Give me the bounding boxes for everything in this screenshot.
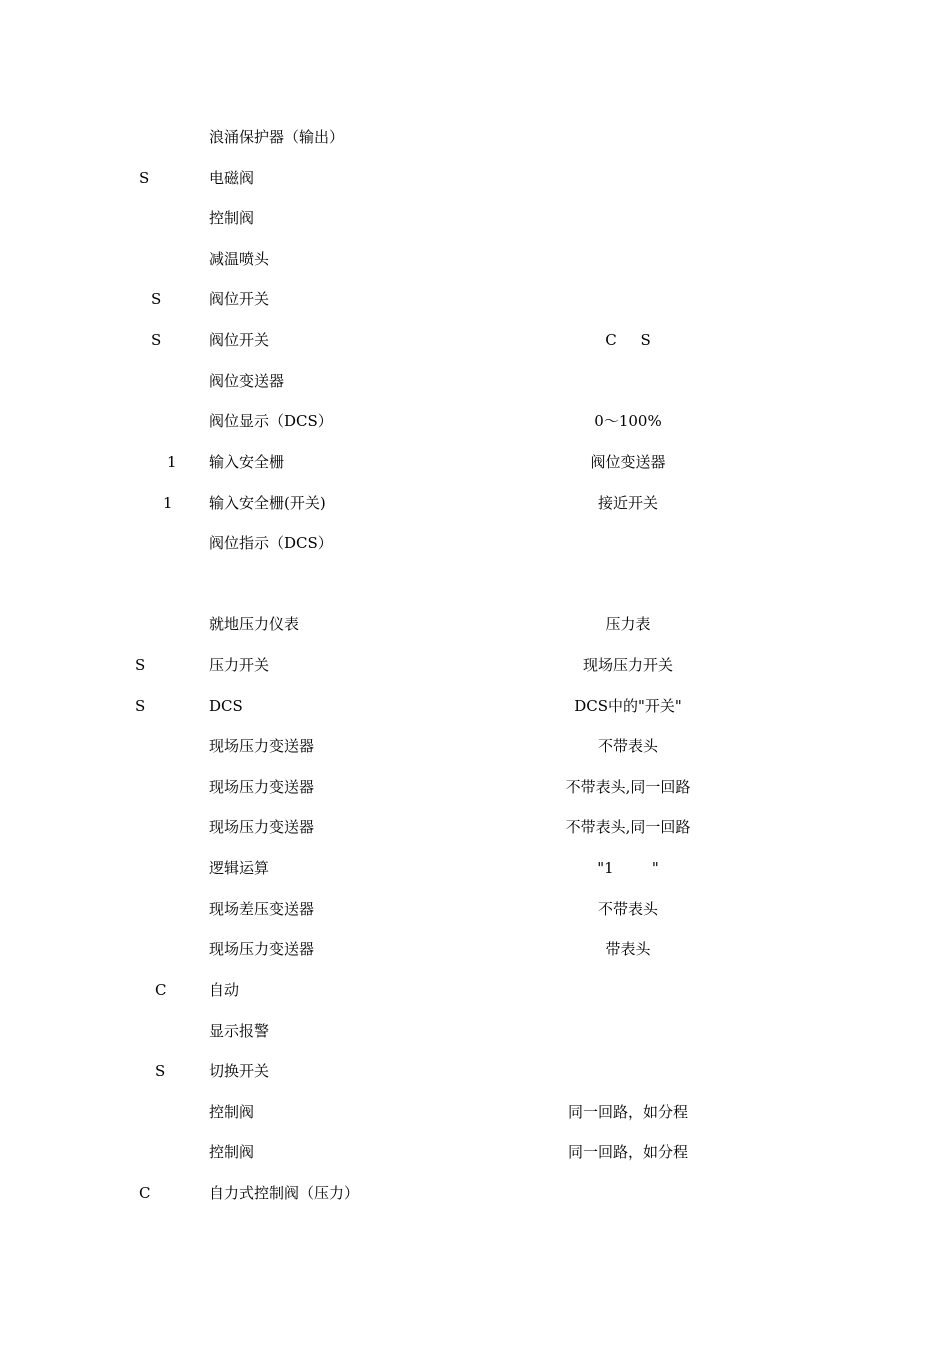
- list-item: [0, 167, 950, 189]
- item-name: 阀位变送器: [209, 372, 285, 390]
- item-name: 控制阀: [209, 1103, 255, 1121]
- item-name: 压力开关: [209, 656, 270, 674]
- item-name: 现场压力变送器: [209, 818, 315, 836]
- item-name: 自力式控制阀（压力）: [209, 1184, 360, 1202]
- item-note: 带表头: [605, 940, 651, 958]
- list-item: [0, 492, 950, 514]
- list-item: [0, 938, 950, 960]
- symbol-code: 1: [167, 453, 177, 471]
- list-item: [0, 1182, 950, 1204]
- item-note: "1 ": [597, 859, 659, 877]
- item-name: 阀位指示（DCS）: [209, 534, 333, 552]
- item-note: 不带表头,同一回路: [565, 818, 691, 836]
- item-note: 阀位变送器: [590, 453, 666, 471]
- item-name: 就地压力仪表: [209, 615, 300, 633]
- item-name: 控制阀: [209, 1143, 255, 1161]
- item-note: 不带表头,同一回路: [565, 778, 691, 796]
- item-note: 现场压力开关: [582, 656, 673, 674]
- list-item: [0, 695, 950, 717]
- list-item: [0, 451, 950, 473]
- list-item: [0, 735, 950, 757]
- item-name: 阀位开关: [209, 331, 270, 349]
- list-item: [0, 329, 950, 351]
- item-note: 接近开关: [597, 494, 658, 512]
- list-item: [0, 410, 950, 432]
- list-item: [0, 613, 950, 635]
- list-item: [0, 776, 950, 798]
- symbol-code: S: [151, 331, 162, 349]
- item-name: 显示报警: [209, 1022, 270, 1040]
- symbol-code: S: [151, 290, 162, 308]
- list-item: [0, 654, 950, 676]
- list-item: [0, 207, 950, 229]
- item-note: 同一回路，如分程: [567, 1143, 688, 1161]
- item-name: 现场压力变送器: [209, 940, 315, 958]
- list-item: [0, 898, 950, 920]
- item-name: 现场差压变送器: [209, 900, 315, 918]
- symbol-code: C: [155, 981, 167, 999]
- list-item: [0, 126, 950, 148]
- item-name: 逻辑运算: [209, 859, 270, 877]
- list-item: [0, 1020, 950, 1042]
- list-item: [0, 1101, 950, 1123]
- item-note: 同一回路，如分程: [567, 1103, 688, 1121]
- item-note: DCS中的"开关": [574, 697, 682, 715]
- item-note: 0～100%: [594, 412, 662, 430]
- item-name: 阀位开关: [209, 290, 270, 308]
- list-item: [0, 248, 950, 270]
- item-name: 现场压力变送器: [209, 778, 315, 796]
- item-note: 不带表头: [597, 900, 658, 918]
- symbol-code: 1: [163, 494, 173, 512]
- list-item: [0, 532, 950, 554]
- symbol-code: S: [139, 169, 150, 187]
- item-note: 不带表头: [597, 737, 658, 755]
- list-item: [0, 857, 950, 879]
- symbol-code: S: [135, 697, 146, 715]
- symbol-code: S: [155, 1062, 166, 1080]
- list-item: [0, 979, 950, 1001]
- symbol-code: C: [139, 1184, 151, 1202]
- item-note: 压力表: [605, 615, 651, 633]
- list-item: [0, 816, 950, 838]
- item-name: 浪涌保护器（输出）: [209, 128, 345, 146]
- item-name: 控制阀: [209, 209, 255, 227]
- item-name: 切换开关: [209, 1062, 270, 1080]
- item-name: 减温喷头: [209, 250, 270, 268]
- symbol-code: S: [135, 656, 146, 674]
- item-name: 阀位显示（DCS）: [209, 412, 333, 430]
- item-name: 自动: [209, 981, 240, 999]
- list-item: [0, 370, 950, 392]
- list-item: [0, 1060, 950, 1082]
- item-name: 电磁阀: [209, 169, 255, 187]
- item-name: 输入安全栅(开关): [209, 494, 326, 512]
- item-name: 现场压力变送器: [209, 737, 315, 755]
- list-item: [0, 1141, 950, 1163]
- item-name: 输入安全栅: [209, 453, 285, 471]
- list-item: [0, 288, 950, 310]
- item-name: DCS: [209, 697, 243, 715]
- item-note: C S: [605, 331, 651, 349]
